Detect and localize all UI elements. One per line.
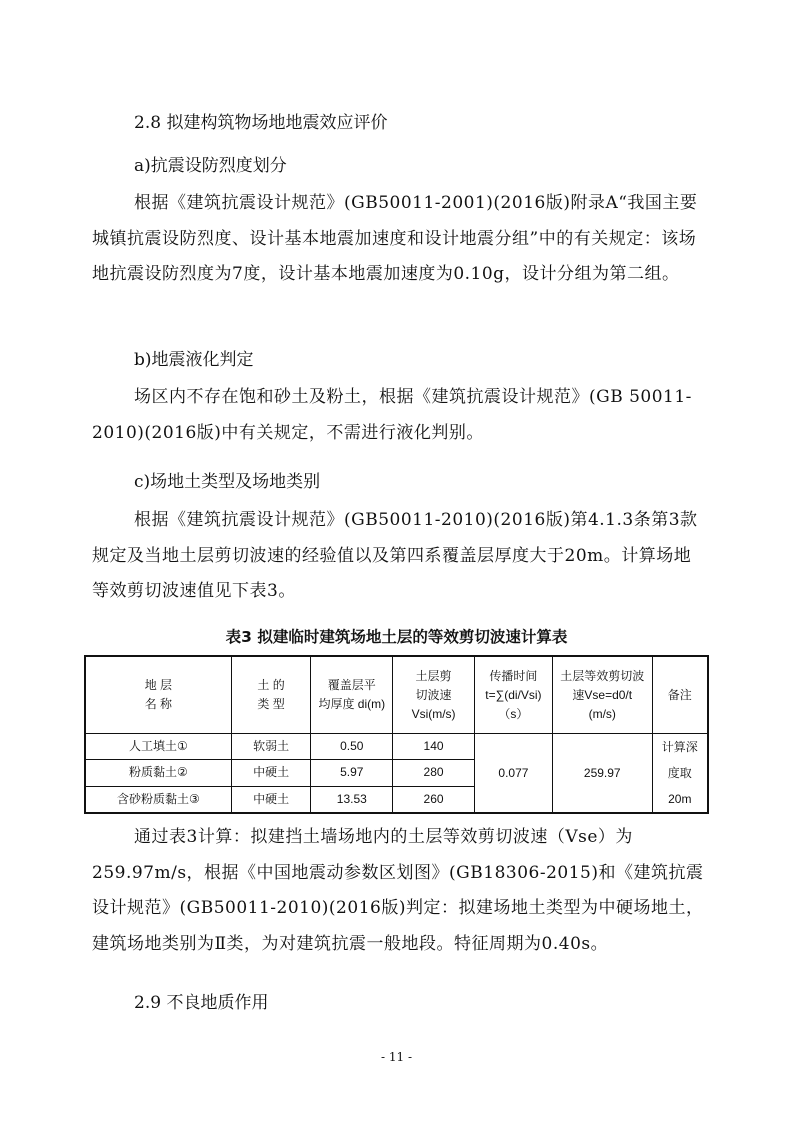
header-equiv-velocity — [552, 656, 652, 734]
header-travel-time-line1: 传播时间 — [489, 668, 538, 683]
subsection-b-body: 场区内不存在饱和砂土及粉土，根据《建筑抗震设计规范》(GB 50011-2010)(2016版)中有关规定，不需进行液化判别。 — [92, 387, 692, 443]
cell-layer-name: 粉质黏土② — [85, 760, 231, 786]
cell-soil-type: 中硬土 — [231, 760, 311, 786]
cell-thickness: 0.50 — [311, 734, 393, 760]
cell-layer-name: 人工填土① — [85, 734, 231, 760]
cell-thickness: 13.53 — [311, 786, 393, 813]
table-header-row — [85, 656, 708, 734]
cell-remark-line3: 20m — [668, 792, 692, 806]
header-layer-name-line1: 地 层 — [144, 678, 173, 692]
header-velocity-line2: 切波速 — [415, 687, 452, 702]
cell-velocity: 260 — [393, 786, 475, 813]
cell-velocity: 140 — [393, 734, 475, 760]
header-velocity-line3: Vsi(m/s) — [411, 706, 456, 721]
header-soil-type — [231, 656, 311, 734]
subsection-a-body: 根据《建筑抗震设计规范》(GB50011-2001)(2016版)附录A“我国主要城镇抗震设防烈度、设计基本地震加速度和设计地震分组”中的有关规定：该场地抗震设防烈度为7度，设计基本地震加速度为0.10g，设计分组为第二组。 — [92, 193, 698, 284]
cell-remark — [652, 734, 708, 814]
cell-layer-name: 含砂粉质黏土③ — [85, 786, 231, 813]
cell-soil-type: 中硬土 — [231, 786, 311, 813]
header-thickness — [311, 656, 393, 734]
header-equiv-line1: 土层等效剪切波 — [560, 668, 645, 683]
header-layer-name-line2: 名 称 — [144, 697, 173, 711]
header-travel-time — [474, 656, 552, 734]
subsection-b-title: b)地震液化判定 — [134, 350, 254, 370]
table-row — [85, 734, 708, 760]
cell-remark-line2: 度取 — [667, 766, 692, 780]
header-layer-name — [85, 656, 231, 734]
subsection-a-title: a)抗震设防烈度划分 — [134, 156, 287, 176]
cell-soil-type: 软弱土 — [231, 734, 311, 760]
header-soil-type-line2: 类 型 — [257, 697, 285, 711]
table-caption: 表3 拟建临时建筑场地土层的等效剪切波速计算表 — [225, 628, 568, 646]
header-remark: 备注 — [652, 656, 708, 734]
cell-equiv-velocity: 259.97 — [552, 734, 652, 814]
shear-wave-table — [84, 655, 709, 814]
subsection-c-body: 根据《建筑抗震设计规范》(GB50011-2010)(2016版)第4.1.3条第3款规定及当地土层剪切波速的经验值以及第四系覆盖层厚度大于20m。计算场地等效剪切波速值见下表3。 — [92, 510, 698, 601]
section-2-9-title: 2.9 不良地质作用 — [134, 993, 269, 1013]
header-travel-time-line3: （s） — [498, 706, 529, 721]
section-2-8-title: 2.8 拟建构筑物场地地震效应评价 — [134, 113, 388, 133]
header-velocity — [393, 656, 475, 734]
header-thickness-line1: 覆盖层平 — [327, 678, 376, 692]
subsection-c-title: c)场地土类型及场地类别 — [134, 472, 321, 492]
header-thickness-line2: 均厚度 di(m) — [318, 697, 386, 711]
header-equiv-line3: (m/s) — [588, 706, 616, 721]
cell-thickness: 5.97 — [311, 760, 393, 786]
header-velocity-line1: 土层剪 — [415, 668, 452, 683]
page-number: - 11 - — [380, 1050, 412, 1064]
cell-remark-line1: 计算深 — [661, 740, 698, 754]
cell-travel-time: 0.077 — [474, 734, 552, 814]
header-soil-type-line1: 土 的 — [257, 678, 285, 692]
cell-velocity: 280 — [393, 760, 475, 786]
table-conclusion-body: 通过表3计算：拟建挡土墙场地内的土层等效剪切波速（Vse）为259.97m/s，根据《中国地震动参数区划图》(GB18306-2015)和《建筑抗震设计规范》(GB50011-2010)(2016版)判定：拟建场地土类型为中硬场地土，建筑场地类别为Ⅱ类，为对建筑抗震一般地段。特征周期为0.40s。 — [92, 827, 704, 954]
header-travel-time-line2: t=∑(di/Vsi) — [485, 687, 542, 702]
header-equiv-line2: 速Vse=d0/t — [572, 687, 633, 702]
